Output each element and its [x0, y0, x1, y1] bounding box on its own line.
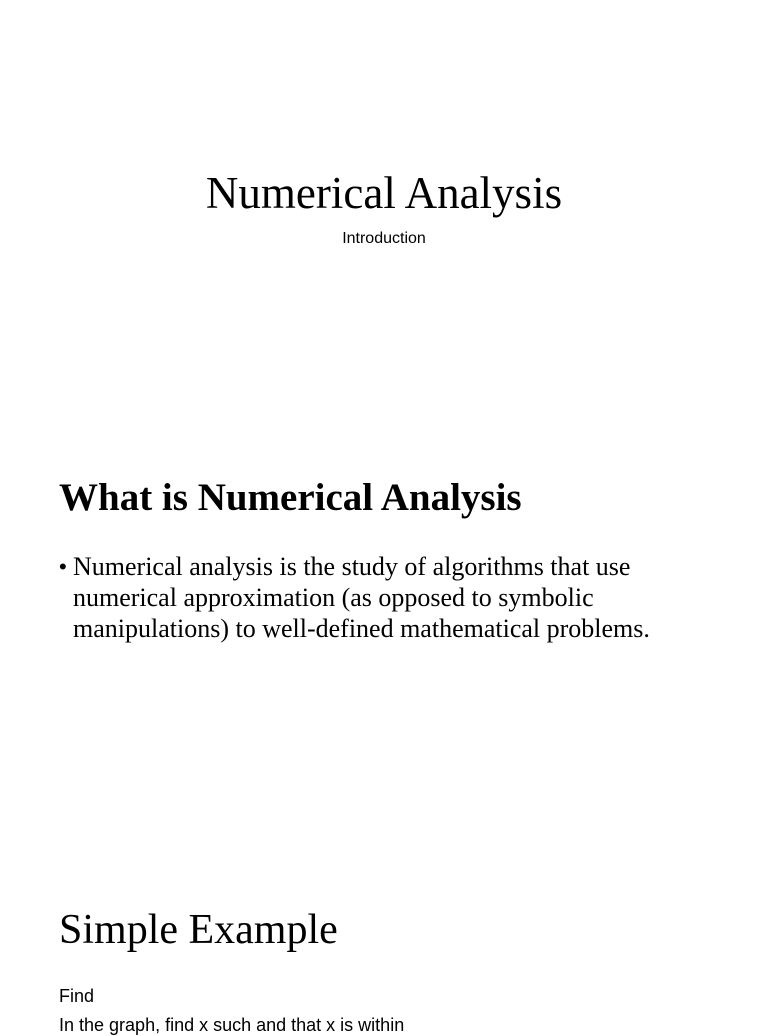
bullet-text: Numerical analysis is the study of algorithms that use numerical approximation (as opposed to symbolic manipulations) to well-defined mathematical problems. — [73, 552, 650, 643]
bullet-item — [59, 551, 719, 644]
presentation-subtitle: Introduction — [342, 230, 426, 247]
title-slide — [0, 0, 768, 430]
definition-slide — [0, 430, 768, 850]
slide-heading: Simple Example — [59, 907, 338, 953]
example-slide — [0, 850, 768, 1035]
bullet-icon: • — [59, 554, 67, 579]
slide-heading: What is Numerical Analysis — [59, 476, 522, 519]
body-text: Find — [59, 986, 95, 1006]
presentation-title: Numerical Analysis — [205, 168, 563, 218]
body-text-truncated: In the graph, find x such and that x is within — [59, 1015, 405, 1035]
